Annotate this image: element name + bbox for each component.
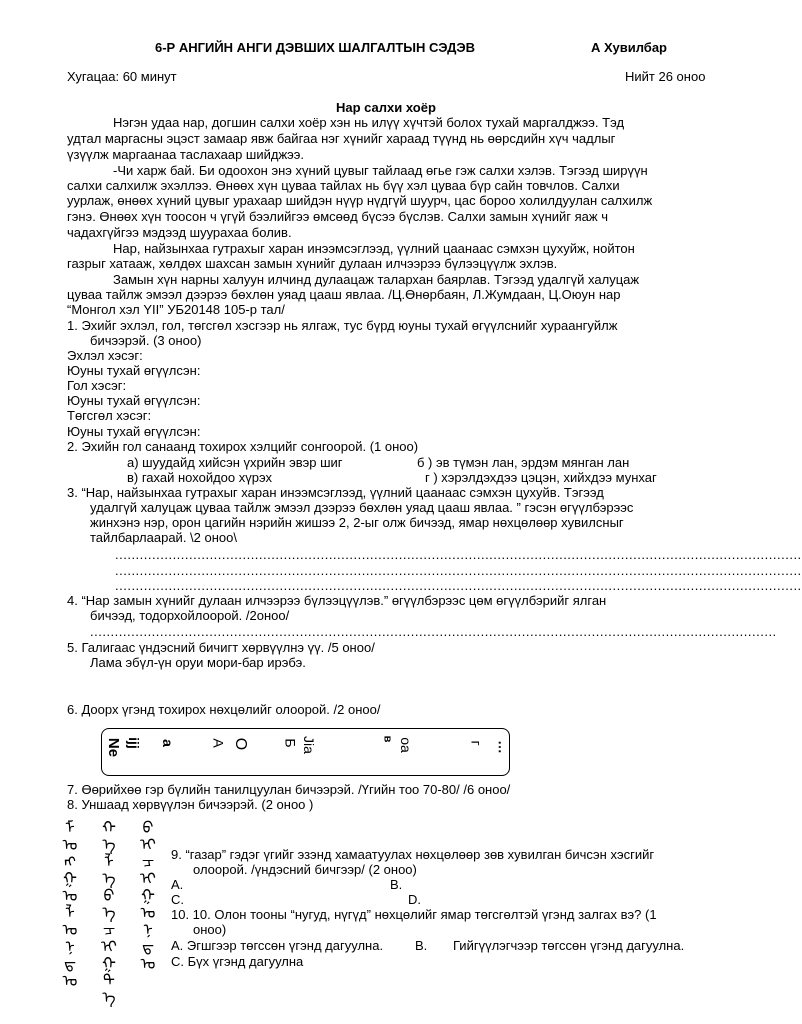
question-3-cont: удалгүй халуцаж цуваа тайлж эмээл дээрээ бөхлөн уяад цааш явлаа. ” гэсэн өгүүлбэрээс — [90, 500, 634, 515]
answer-line: ....................................................................................................................................................................... — [115, 547, 802, 562]
q2-option-c: в) гахай нохойдоо хүрэх — [127, 470, 272, 485]
suffix-item: Б — [282, 738, 299, 748]
total-points-label: Нийт 26 оноо — [625, 69, 706, 84]
question-6: 6. Доорх үгэнд тохирох нөхцөлийг олоорой. /2 оноо/ — [67, 702, 381, 717]
mongolian-script-column: ᠮ ᠣ ᠩ ᠭ ᠣ ᠯ ᠤ ᠨ ᠳ ᠤ — [62, 820, 78, 990]
story-line: гэнэ. Өнөөх хүн тоосон ч үгүй бээлийгээ өмсөөд бүсээ бүслэв. Салхи замын хүнийг яаж ч — [67, 209, 608, 224]
suffix-item: O — [232, 737, 250, 751]
question-5-cont: Лама эбүл-үн оруи мори-бар ирэбэ. — [90, 655, 306, 670]
q2-option-b: б ) эв түмэн лан, эрдэм мянган лан — [417, 455, 630, 470]
q1-intro-label: Эхлэл хэсэг: — [67, 348, 143, 363]
story-line: -Чи харж бай. Би одоохон энэ хүний цувыг тайлаад өгье гэж салхи хэлэв. Тэгээд ширүүн — [113, 163, 648, 178]
suffix-item-dots: ⋯ — [492, 740, 508, 754]
q1-ending-label: Төгсгөл хэсэг: — [67, 408, 152, 423]
exam-title: 6-Р АНГИЙН АНГИ ДЭВШИХ ШАЛГАЛТЫН СЭДЭВ — [155, 40, 476, 55]
suffix-item: A — [210, 738, 227, 748]
answer-line: ....................................................................................................................................................................... — [90, 624, 777, 639]
story-line: цуваа тайлж эмээл дээрээ бөхлөн уяад цааш явлаа. /Ц.Өнөрбаян, Л.Жумдаан, Ц.Оюун нар — [67, 287, 621, 302]
q9-option-d: D. — [408, 892, 421, 907]
duration-label: Хугацаа: 60 минут — [67, 69, 177, 84]
q10-option-c: C. Бүх үгэнд дагуулна — [171, 954, 304, 969]
q9-option-a: A. — [171, 877, 184, 892]
q10-option-b: Гийгүүлэгчээр төгссөн үгэнд дагуулна. — [453, 938, 685, 953]
question-10: 10. 10. Олон тооны “нугуд, нүгүд” нөхцөлийг ямар төгсгөлтэй үгэнд залгах вэ? (1 — [171, 907, 657, 922]
q1-about-label: Юуны тухай өгүүлсэн: — [67, 363, 201, 378]
suffix-item: ijj — [125, 737, 142, 749]
q1-about-label: Юуны тухай өгүүлсэн: — [67, 393, 201, 408]
question-1: 1. Эхийг эхлэл, гол, төгсгөл хэсгээр нь ялгаж, тус бүрд юуны тухай өгүүлснийг хураангуйлж — [67, 318, 618, 333]
question-8: 8. Уншаад хөрвүүлэн бичээрэй. (2 оноо ) — [67, 797, 314, 812]
story-line: Замын хүн нарны халуун илчинд дулаацаж талархан баярлав. Тэгээд удалгүй халуцаж — [113, 272, 640, 287]
suffix-box — [101, 728, 510, 776]
question-4: 4. “Нар замын хүнийг дулаан илчээрээ бүлээцүүлэв.” өгүүлбэрээс цөм өгүүлбэрийг ялган — [67, 593, 607, 608]
story-line: Нар, найзынхаа гутрахыг харан инээмсэглээд, үүлний цаанаас сэмхэн цухуйж, нойтон — [113, 241, 635, 256]
story-line: газрыг хатааж, хөлдөх шахсан замын хүнийг дулаан илчээрээ бүлээцүүлж эхлэв. — [67, 256, 558, 271]
story-line: үзүүлж маргаанаа таслахаар шийджээ. — [67, 147, 305, 162]
question-3-cont: жинхэнэ нэр, орон цагийн нэрийн жишээ 2, 2-ыг олж бичээд, ямар нөхцөлөөр хувилсныг — [90, 515, 624, 530]
question-9: 9. “газар” гэдэг үгийг эзэнд хамаатуулах нөхцөлөөр зөв хувилган бичсэн хэсгийг — [171, 847, 655, 862]
suffix-item: Ne — [105, 737, 123, 758]
q10-option-a: A. Эгшгээр төгссөн үгэнд дагуулна. — [171, 938, 384, 953]
variant-label: А Хувилбар — [591, 40, 668, 55]
question-3: 3. “Нар, найзынхаа гутрахыг харан инээмсэглээд, үүлний цаанаас сэмхэн цухуйв. Тэгээд — [67, 485, 604, 500]
q2-option-d: г ) хэрэлдэхдээ цэцэн, хийхдээ мунхаг — [425, 470, 657, 485]
answer-line: ....................................................................................................................................................................... — [115, 578, 802, 593]
question-7: 7. Өөрийхөө гэр бүлийн танилцуулан бичээрэй. /Үгийн тоо 70-80/ /6 оноо/ — [67, 782, 511, 797]
question-10-cont: оноо) — [193, 922, 227, 937]
question-9-cont: олоорой. /үндэсний бичгээр/ (2 оноо) — [193, 862, 417, 877]
mongolian-script-column: ᠬ ᠡ ᠯ ᠡ ᠪ ᠡ ᠴ ᠢ ᠭ ᠲ ᠡ — [101, 820, 117, 1007]
q2-option-a: а) шуудайд хийсэн үхрийн эвэр шиг — [127, 455, 343, 470]
question-2: 2. Эхийн гол санаанд тохирох хэлцийг сонгоорой. (1 оноо) — [67, 439, 419, 454]
story-line: Нэгэн удаа нар, догшин салхи хоёр хэн нь илүү хүчтэй болох тухай маргалджээ. Тэд — [113, 115, 625, 130]
story-line: салхи салхилж эхэллээ. Өнөөх хүн цуваа тайлах нь бүү хэл цуваа бүр сайн товчлов. Салхи — [67, 178, 620, 193]
mongolian-script-column: ᠪ ᠢ ᠴ ᠢ ᠭ ᠤ ᠨ ᠳ ᠤ — [140, 820, 156, 973]
question-5: 5. Галигаас үндэсний бичигт хөрвүүлнэ үү. /5 оноо/ — [67, 640, 375, 655]
suffix-item: Jia — [300, 736, 317, 754]
q10-option-b-label: B. — [415, 938, 428, 953]
suffix-item: oa — [397, 737, 414, 753]
story-line: “Монгол хэл YII” УБ20148 105-р тал/ — [67, 302, 285, 317]
story-line: уурлаж, өнөөх хүний цувыг урахаар шийдэн нүүр нүдгүй шуурч, цас бороо холилдуулан салхилж — [67, 193, 653, 208]
question-1-cont: бичээрэй. (3 оноо) — [90, 333, 202, 348]
answer-line: ....................................................................................................................................................................... — [115, 563, 802, 578]
story-line: удтал маргасны эцэст замаар явж байгаа нэг хүнийг хараад түүнд нь өөрсдийн хүч чадлыг — [67, 131, 616, 146]
story-title: Нар салхи хоёр — [336, 100, 436, 115]
suffix-item: a — [159, 739, 176, 747]
q1-body-label: Гол хэсэг: — [67, 378, 127, 393]
question-3-cont: тайлбарлаарай. \2 оноо\ — [90, 530, 237, 545]
suffix-item: в — [381, 735, 394, 743]
q9-option-c: C. — [171, 892, 184, 907]
q1-about-label: Юуны тухай өгүүлсэн: — [67, 424, 201, 439]
question-4-cont: бичээд, тодорхойлоорой. /2оноо/ — [90, 608, 290, 623]
suffix-item: г — [468, 740, 485, 746]
q9-option-b: B. — [390, 877, 403, 892]
story-line: чадахгүйгээ мэдээд шуурахаа болив. — [67, 225, 292, 240]
